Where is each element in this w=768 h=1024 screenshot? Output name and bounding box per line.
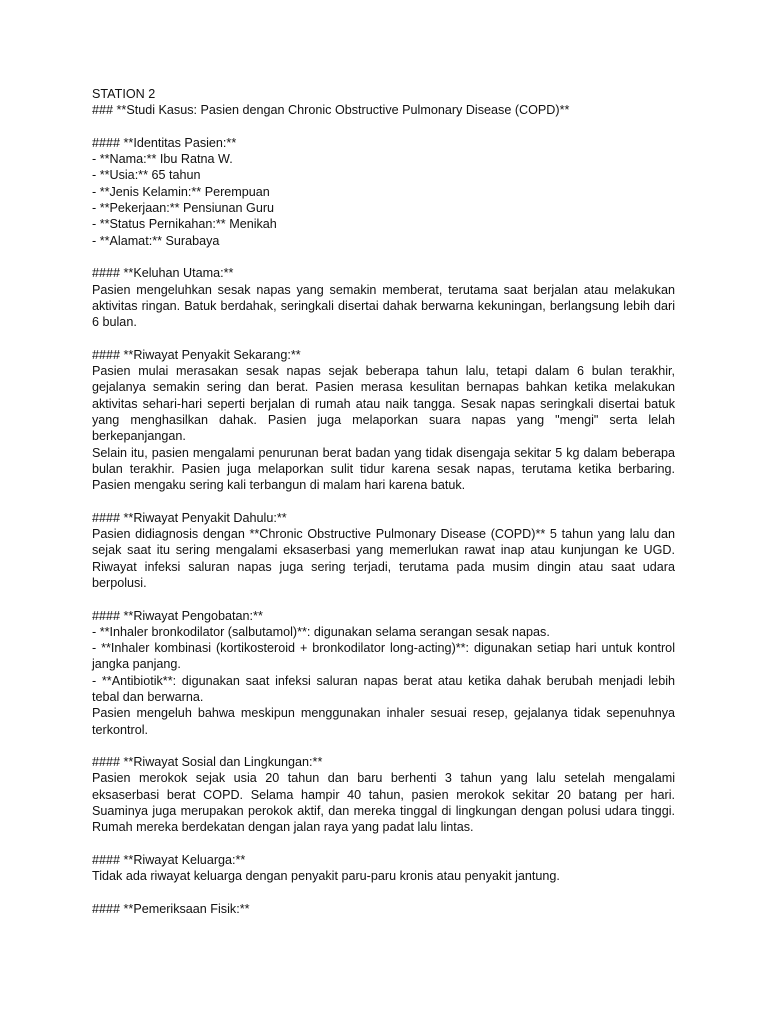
family-heading: #### **Riwayat Keluarga:**: [92, 852, 246, 867]
case-title: ### **Studi Kasus: Pasien dengan Chronic Obstructive Pulmonary Disease (COPD)**: [92, 103, 570, 118]
chief-complaint-text: Pasien mengeluhkan sesak napas yang semakin memberat, terutama saat berjalan atau melakukan aktivitas ringan. Batuk berdahak, seringkali disertai dahak berwarna kekuningan, berlangsung lebih dari 6 bulan.: [92, 282, 675, 330]
medication-item-antibiotic: - **Antibiotik**: digunakan saat infeksi saluran napas berat atau ketika dahak berubah menjadi lebih tebal dan berwarna.: [92, 673, 675, 704]
identity-item: - **Nama:** Ibu Ratna W.: [92, 152, 233, 167]
identity-item: - **Jenis Kelamin:** Perempuan: [92, 184, 270, 199]
present-illness-heading: #### **Riwayat Penyakit Sekarang:**: [92, 347, 301, 362]
medication-heading: #### **Riwayat Pengobatan:**: [92, 608, 263, 623]
medication-item-salbutamol: - **Inhaler bronkodilator (salbutamol)**: digunakan selama serangan sesak napas.: [92, 624, 550, 639]
identity-item: - **Status Pernikahan:** Menikah: [92, 217, 277, 232]
past-illness-heading: #### **Riwayat Penyakit Dahulu:**: [92, 510, 287, 525]
identity-item: - **Alamat:** Surabaya: [92, 233, 220, 248]
identity-heading: #### **Identitas Pasien:**: [92, 135, 237, 150]
physical-exam-heading: #### **Pemeriksaan Fisik:**: [92, 901, 250, 916]
medication-note: Pasien mengeluh bahwa meskipun menggunakan inhaler sesuai resep, gejalanya tidak sepenuhnya terkontrol.: [92, 706, 675, 737]
social-heading: #### **Riwayat Sosial dan Lingkungan:**: [92, 755, 323, 770]
medication-item-combination: - **Inhaler kombinasi (kortikosteroid + bronkodilator long-acting)**: digunakan setiap hari untuk kontrol jangka panjang.: [92, 641, 675, 672]
document-page: [92, 86, 675, 917]
social-text: Pasien merokok sejak usia 20 tahun dan baru berhenti 3 tahun yang lalu setelah mengalami eksaserbasi berat COPD. Selama hampir 40 tahun, pasien merokok sekitar 20 batang per hari. Suaminya juga merupakan perokok aktif, dan mereka tinggal di lingkungan dengan polusi udara tinggi. Rumah mereka berdekatan dengan jalan raya yang padat lalu lintas.: [92, 771, 675, 835]
past-illness-text: Pasien didiagnosis dengan **Chronic Obstructive Pulmonary Disease (COPD)** 5 tahun yang lalu dan sejak saat itu sering mengalami eksaserbasi yang memerlukan rawat inap atau kunjungan ke UGD. Riwayat infeksi saluran napas juga sering terjadi, terutama pada musim dingin atau saat udara berpolusi.: [92, 527, 675, 590]
station-label: STATION 2: [92, 87, 156, 101]
family-text: Tidak ada riwayat keluarga dengan penyakit paru-paru kronis atau penyakit jantung.: [92, 869, 560, 884]
identity-item: - **Usia:** 65 tahun: [92, 168, 201, 183]
present-illness-paragraph-2: Selain itu, pasien mengalami penurunan berat badan yang tidak disengaja sekitar 5 kg dalam beberapa bulan terakhir. Pasien juga melaporkan sulit tidur karena sesak napas, terutama ketika berbaring. Pasien mengaku sering kali terbangun di malam hari karena batuk.: [92, 445, 675, 493]
present-illness-paragraph-1: Pasien mulai merasakan sesak napas sejak beberapa tahun lalu, tetapi dalam 6 bulan terakhir, gejalanya semakin sering dan berat. Pasien merasa kesulitan bernapas bahkan ketika melakukan aktivitas sehari-hari seperti berjalan di rumah atau naik tangga. Sesak napas seringkali disertai batuk yang menghasilkan dahak. Pasien juga melaporkan suara napas yang "mengi" serta lelah berkepanjangan.: [92, 364, 675, 444]
identity-item: - **Pekerjaan:** Pensiunan Guru: [92, 201, 275, 216]
chief-complaint-heading: #### **Keluhan Utama:**: [92, 266, 234, 281]
